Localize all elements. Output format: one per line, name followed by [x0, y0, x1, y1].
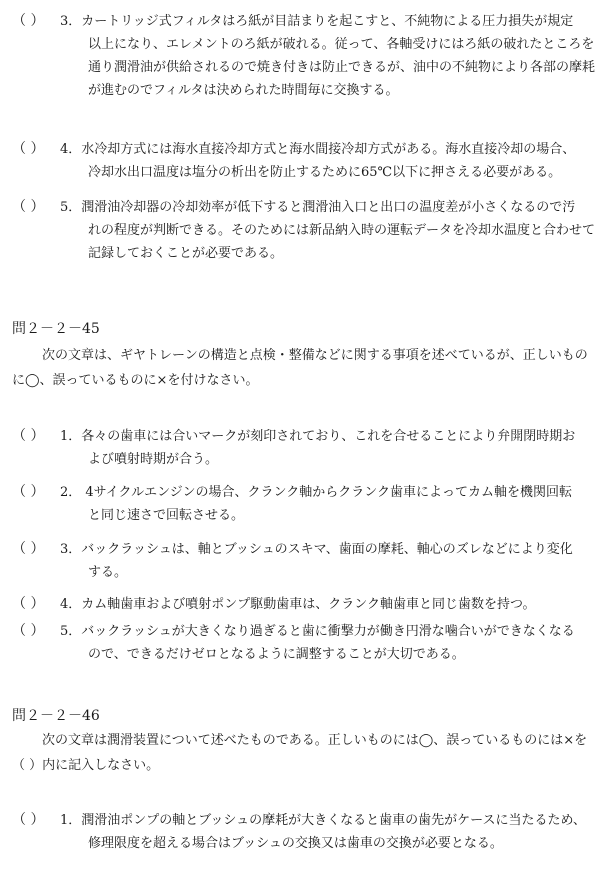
answer-blank[interactable]: （ ）: [12, 541, 45, 557]
item-text: [60, 593, 592, 616]
answer-blank[interactable]: （ ）: [12, 623, 45, 639]
intro-line: 次の文章は潤滑装置について述べたものである。正しいものには◯、誤っているものには×を: [42, 733, 588, 748]
item-line: 3．カートリッジ式フィルタはろ紙が目詰まりを起こすと、不純物による圧力損失が規定: [60, 14, 574, 29]
item-line: 4．カム軸歯車および噴射ポンプ駆動歯車は、クランク軸歯車と同じ歯数を持つ。: [60, 597, 536, 612]
item-line: れの程度が判断できる。そのためには新品納入時の運転データを冷却水温度と合わせて: [88, 223, 596, 238]
answer-blank[interactable]: （ ）: [12, 484, 45, 500]
item-line: 5．バックラッシュが大きくなり過ぎると歯に衝撃力が働き円滑な噛合いができなくなる: [60, 624, 575, 639]
answer-blank[interactable]: （ ）: [12, 13, 45, 29]
item-text: [60, 196, 596, 265]
item-line: ので、できるだけゼロとなるように調整することが大切である。: [88, 647, 465, 662]
item-text: [60, 425, 592, 471]
answer-blank[interactable]: （ ）: [12, 812, 45, 828]
question-intro: [12, 343, 592, 393]
item-line: 1．潤滑油ポンプの軸とブッシュの摩耗が大きくなると歯車の歯先がケースに当たるため、: [60, 813, 586, 828]
item-line: 記録しておくことが必要である。: [88, 246, 284, 261]
item-line: する。: [88, 565, 128, 580]
item-line: 1．各々の歯車には合いマークが刻印されており、これを合せることにより弁開閉時期お: [60, 429, 576, 444]
item-line: 以上になり、エレメントのろ紙が破れる。従って、各軸受けにはろ紙の破れたところを: [88, 37, 595, 52]
answer-blank[interactable]: （ ）: [12, 141, 45, 157]
question-intro: [12, 728, 592, 778]
item-text: [60, 481, 592, 527]
item-line: が進むのでフィルタは決められた時間毎に交換する。: [88, 83, 399, 98]
intro-line: （ ）内に記入しなさい。: [12, 758, 160, 773]
intro-line: に◯、誤っているものに×を付けなさい。: [12, 373, 259, 388]
item-line: 冷却水出口温度は塩分の析出を防止するために65℃以下に押さえる必要がある。: [88, 165, 562, 180]
answer-blank[interactable]: （ ）: [12, 199, 45, 215]
item-text: [60, 138, 592, 184]
intro-line: 次の文章は、ギヤトレーンの構造と点検・整備などに関する事項を述べているが、正しいもの: [42, 348, 588, 363]
item-text: [60, 620, 592, 666]
item-text: [60, 809, 592, 855]
item-line: 2． 4サイクルエンジンの場合、クランク軸からクランク歯車によってカム軸を機関回転: [60, 485, 572, 500]
item-text: [60, 538, 592, 584]
answer-blank[interactable]: （ ）: [12, 428, 45, 444]
item-text: [60, 10, 596, 102]
answer-blank[interactable]: （ ）: [12, 596, 45, 612]
item-line: 5．潤滑油冷却器の冷却効率が低下すると潤滑油入口と出口の温度差が小さくなるので汚: [60, 200, 576, 215]
question-heading: 問２－２－45: [12, 321, 100, 337]
item-line: よび噴射時期が合う。: [88, 452, 219, 467]
item-line: 修理限度を超える場合はブッシュの交換又は歯車の交換が必要となる。: [88, 836, 503, 851]
item-line: 4．水冷却方式には海水直接冷却方式と海水間接冷却方式がある。海水直接冷却の場合、: [60, 142, 576, 157]
item-line: と同じ速さで回転させる。: [88, 508, 245, 523]
question-heading: 問２－２－46: [12, 708, 100, 724]
item-line: 通り潤滑油が供給されるので焼き付きは防止できるが、油中の不純物により各部の摩耗: [88, 60, 596, 75]
item-line: 3．バックラッシュは、軸とブッシュのスキマ、歯面の摩耗、軸心のズレなどにより変化: [60, 542, 573, 557]
